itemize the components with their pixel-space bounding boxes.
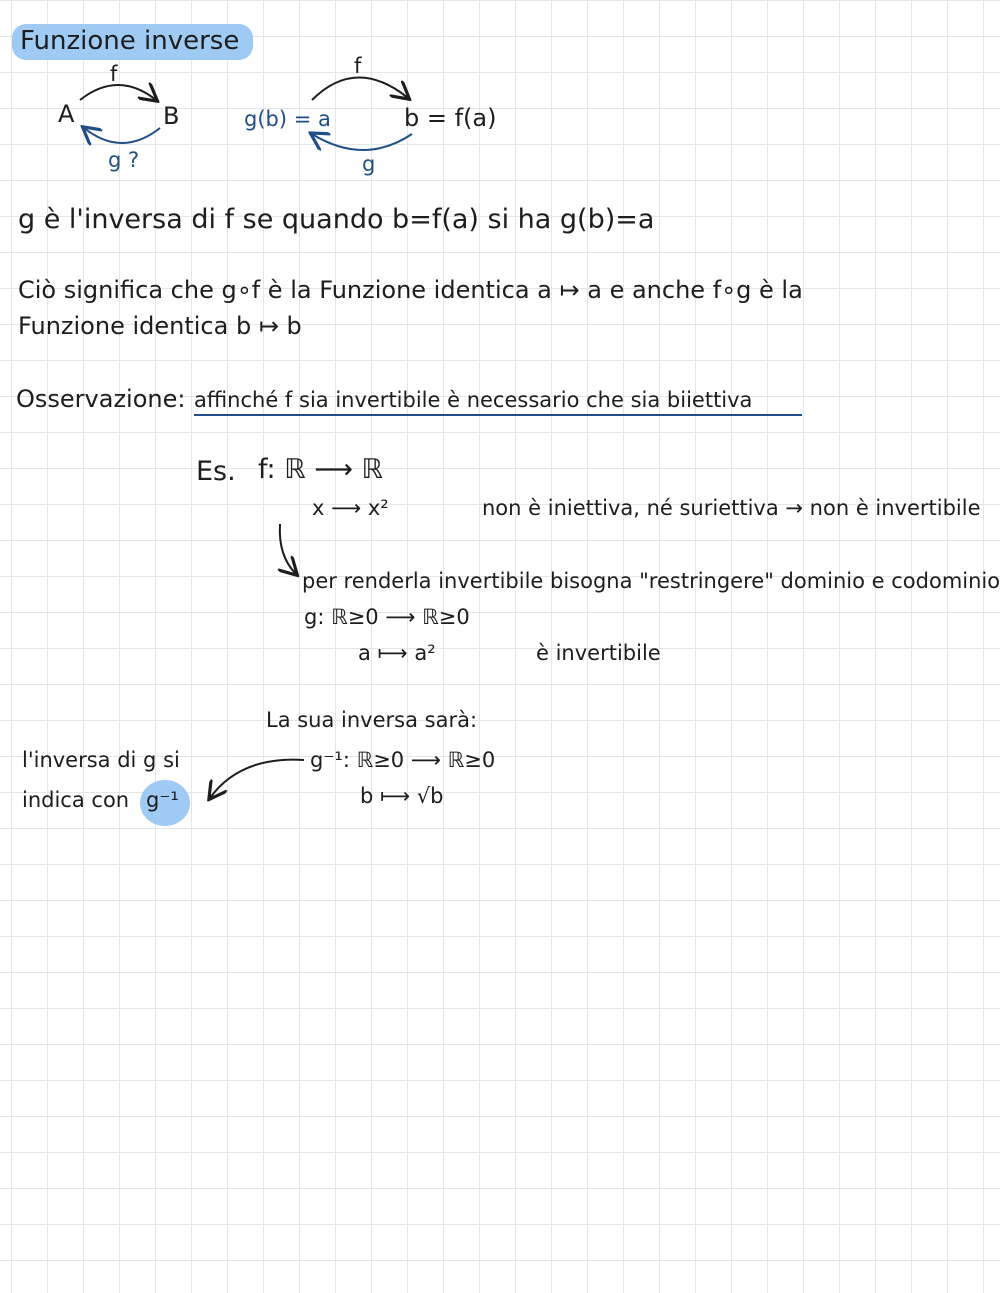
- diagram2-left-text: g(b) = a: [244, 107, 331, 131]
- example-rule: x ⟶ x²: [312, 496, 389, 520]
- diagram2-f-label: f: [354, 54, 362, 78]
- notation-arrow: [210, 760, 304, 798]
- example-label: Es.: [196, 456, 236, 487]
- restricted-rule: a ⟼ a²: [358, 641, 436, 665]
- diagram2-g-arrow: [312, 134, 412, 150]
- example-comment: non è iniettiva, né suriettiva → non è invertibile: [482, 496, 981, 520]
- restrict-note: per renderla invertibile bisogna "restringere" dominio e codominio: [302, 569, 1000, 593]
- diagram1-g-label: g ?: [108, 148, 140, 172]
- observation-label: Osservazione:: [16, 385, 186, 413]
- page-title: Funzione inverse: [12, 24, 253, 60]
- inverse-rule: b ⟼ √b: [360, 784, 444, 808]
- notation-symbol: g⁻¹: [146, 788, 179, 812]
- example-map: f: ℝ ⟶ ℝ: [258, 454, 383, 485]
- restricted-map: g: ℝ≥0 ⟶ ℝ≥0: [304, 605, 470, 629]
- diagram1-g-arrow: [84, 128, 160, 143]
- notation-note-2: indica con: [22, 788, 130, 812]
- diagram2-f-arrow: [312, 77, 408, 100]
- example-down-arrow: [280, 524, 296, 574]
- notation-note-1: l'inversa di g si: [22, 748, 180, 772]
- diagram2-right-label: b = f(a): [404, 104, 497, 132]
- diagram1-f-arrow: [80, 85, 156, 100]
- diagram1-f-label: f: [110, 62, 118, 86]
- definition-line: g è l'inversa di f se quando b=f(a) si ha g(b)=a: [18, 204, 655, 235]
- diagram1-set-b: B: [163, 102, 180, 130]
- diagram2-g-label: g: [362, 152, 376, 176]
- diagram2-left-label: [244, 109, 331, 130]
- meaning-line-2: Funzione identica b ↦ b: [18, 312, 302, 340]
- inverse-heading: La sua inversa sarà:: [266, 708, 478, 732]
- restricted-comment: è invertibile: [536, 641, 661, 665]
- meaning-line-1: Ciò significa che g∘f è la Funzione identica a ↦ a e anche f∘g è la: [18, 276, 803, 304]
- diagram1-set-a: A: [58, 100, 75, 128]
- observation-text: affinché f sia invertibile è necessario che sia biiettiva: [194, 390, 802, 416]
- inverse-map: g⁻¹: ℝ≥0 ⟶ ℝ≥0: [310, 748, 496, 772]
